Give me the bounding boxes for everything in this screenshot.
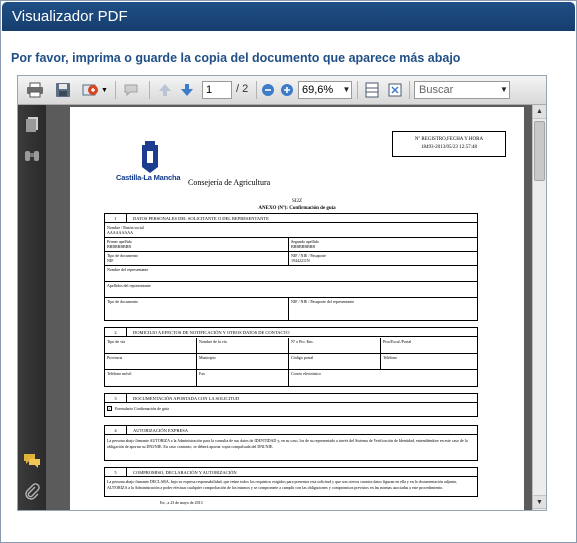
zoom-dropdown-icon[interactable]: ▼ [342,85,351,94]
toolbar-separator [115,81,116,99]
floppy-disk-icon [55,82,71,98]
telefono-cell: Teléfono [381,354,477,370]
section-title: DOMICILIO A EFECTOS DE NOTIFICACIÓN Y OTROS DATOS DE CONTACTO [133,330,290,335]
viewer-sidebar [18,105,46,510]
fit-width-button[interactable] [362,80,382,100]
section-number: 5 [105,468,127,477]
arrow-down-icon [179,82,195,98]
representante-nif-cell: NIF / NIE / Pasaporte del representante [291,299,355,304]
segundo-apellido-cell [289,238,477,252]
pdf-toolbar [18,76,546,105]
vertical-scrollbar[interactable] [532,105,546,510]
section-number: 2 [105,328,127,337]
field-label: Primer apellido [107,239,132,244]
section-title: DATOS PERSONALES DEL SOLICITANTE O DEL REPRESENTANTE [133,216,269,221]
section-header [105,214,477,223]
comments-panel-button[interactable] [23,451,41,469]
scroll-up-icon[interactable]: ▲ [533,105,546,119]
declaracion-text: La persona abajo firmante DECLARA, bajo su expresa responsabilidad, que reúne todos los requisitos exigidos para presentar esta solicitud y que son ciertos cuantos datos figuran en ella y en la documentación adjunta, AUTORIZA a la Administración a poder efectuar cualquier comprobación de los mismos y se compromete a cumplir con las obligaciones y compromisos previstos en las normas asociadas a este procedimiento. [107,479,457,490]
print-button[interactable] [24,80,46,100]
pages-icon [23,115,41,133]
fit-page-icon [387,82,403,98]
dropdown-arrow-icon: ▼ [101,86,108,94]
section-header [105,394,477,403]
page-total: / 2 [236,83,249,95]
section-number: 1 [105,214,127,223]
field-label: Tipo de documento [107,253,138,258]
speech-bubbles-icon [23,451,41,469]
registro-box [392,131,506,157]
nif-cell [289,252,477,266]
representante-apellidos-cell: Apellidos del representante [105,282,477,298]
section-number: 3 [105,394,127,403]
numero-cell: Nº o Pto. Km. [289,338,381,354]
field-value: NIF [107,258,114,263]
section-2 [104,327,478,387]
logo-text: Castilla-La Mancha [116,173,181,182]
correo-cell: Correo electrónico [291,371,321,376]
binoculars-icon [23,147,41,165]
window-title: Visualizador PDF [2,2,575,31]
section-title: DOCUMENTACIÓN APORTADA CON LA SOLICITUD [133,396,240,401]
piso-cell: Piso/Escal./Portal [381,338,477,354]
tipo-documento-cell [105,252,289,266]
pages-panel-button[interactable] [23,115,41,133]
printer-icon [26,82,44,98]
anexo-title: ANEXO (Nº): Confirmación de guía [258,206,336,211]
field-label: Nombre / Razón social [107,225,144,230]
field-label: NIF / NIE / Pasaporte [291,253,326,258]
search-dropdown-icon[interactable]: ▼ [500,85,508,94]
registro-value: 18493-2013/05/23 12:57:48 [421,145,477,150]
toolbar-separator [409,81,410,99]
paperclip-icon [23,483,41,501]
checkbox-checked: ✓ [108,406,112,411]
comment-icon [123,82,141,98]
attachments-panel-button[interactable] [23,483,41,501]
share-icon [82,82,100,98]
scroll-thumb[interactable] [534,121,545,181]
save-button[interactable] [52,80,74,100]
document-item: Formulario Confirmación de guía [115,406,169,411]
section-4 [104,425,478,461]
previous-page-button[interactable] [155,80,175,100]
zoom-out-icon [261,83,275,97]
next-page-button[interactable] [177,80,197,100]
share-button[interactable] [80,80,110,100]
codigo-postal-cell: Código postal [289,354,381,370]
section-header [105,426,477,435]
fit-width-icon [364,82,380,98]
nombre-via-cell: Nombre de la vía [197,338,289,354]
field-value: 19442211N [291,258,310,263]
field-value: AAAAAAAAA [107,230,133,235]
bookmarks-panel-button[interactable] [23,147,41,165]
field-value: BBBBBBBBB [107,244,132,249]
primer-apellido-cell [105,238,289,252]
autorizacion-text: La persona abajo firmante AUTORIZA a la Administración para la consulta de sus datos de IDENTIDAD y, en su caso, los de su representado a través del Sistema de Verificación de Identidad, entendiéndose en este caso de la obligación de aportar su DNI/NIE. En caso contrario, se deberá aportar copia compulsada del DNI/NIE. [107,438,468,449]
procedure-code: SI2Z [292,199,302,204]
zoom-select[interactable]: 69,6% [298,81,352,99]
representante-nombre-cell: Nombre del representante [105,266,477,282]
zoom-in-button[interactable] [279,80,295,100]
fax-cell: Fax [197,370,289,386]
toolbar-separator [149,81,150,99]
nombre-cell [105,224,477,238]
field-value: BBBBBBBBB [291,244,316,249]
field-label: Segundo apellido [291,239,319,244]
section-5 [104,467,478,497]
section-number: 4 [105,426,127,435]
pdf-viewer [17,75,547,511]
movil-cell: Teléfono móvil [105,370,197,386]
zoom-out-button[interactable] [260,80,276,100]
section-1 [104,213,478,321]
section-header [105,468,477,477]
tipo-via-cell: Tipo de vía [105,338,197,354]
comment-button[interactable] [121,80,143,100]
scroll-down-icon[interactable]: ▼ [533,495,546,509]
representante-tipo-cell: Tipo de documento [105,298,289,320]
signature-line: En , a 23 de mayo de 2013 [160,500,203,505]
fit-page-button[interactable] [385,80,405,100]
provincia-cell: Provincia [105,354,197,370]
document-page-area[interactable] [46,105,532,510]
arrow-up-icon [157,82,173,98]
page-number-input[interactable]: 1 [202,81,232,99]
municipio-cell: Municipio [197,354,289,370]
search-input[interactable]: Buscar [414,81,510,99]
section-3 [104,393,478,417]
section-title: AUTORIZACIÓN EXPRESA [133,428,189,433]
section-header [105,328,477,337]
toolbar-separator [256,81,257,99]
notice-text: Por favor, imprima o guarde la copia del documento que aparece más abajo [11,51,461,65]
registro-title: Nº REGISTRO,FECHA Y HORA [414,137,484,142]
section-title: COMPROMISO, DECLARACIÓN Y AUTORIZACIÓN [133,470,237,475]
pdf-page [70,107,524,510]
zoom-in-icon [280,83,294,97]
toolbar-separator [357,81,358,99]
consejeria-title: Consejería de Agricultura [188,178,271,187]
